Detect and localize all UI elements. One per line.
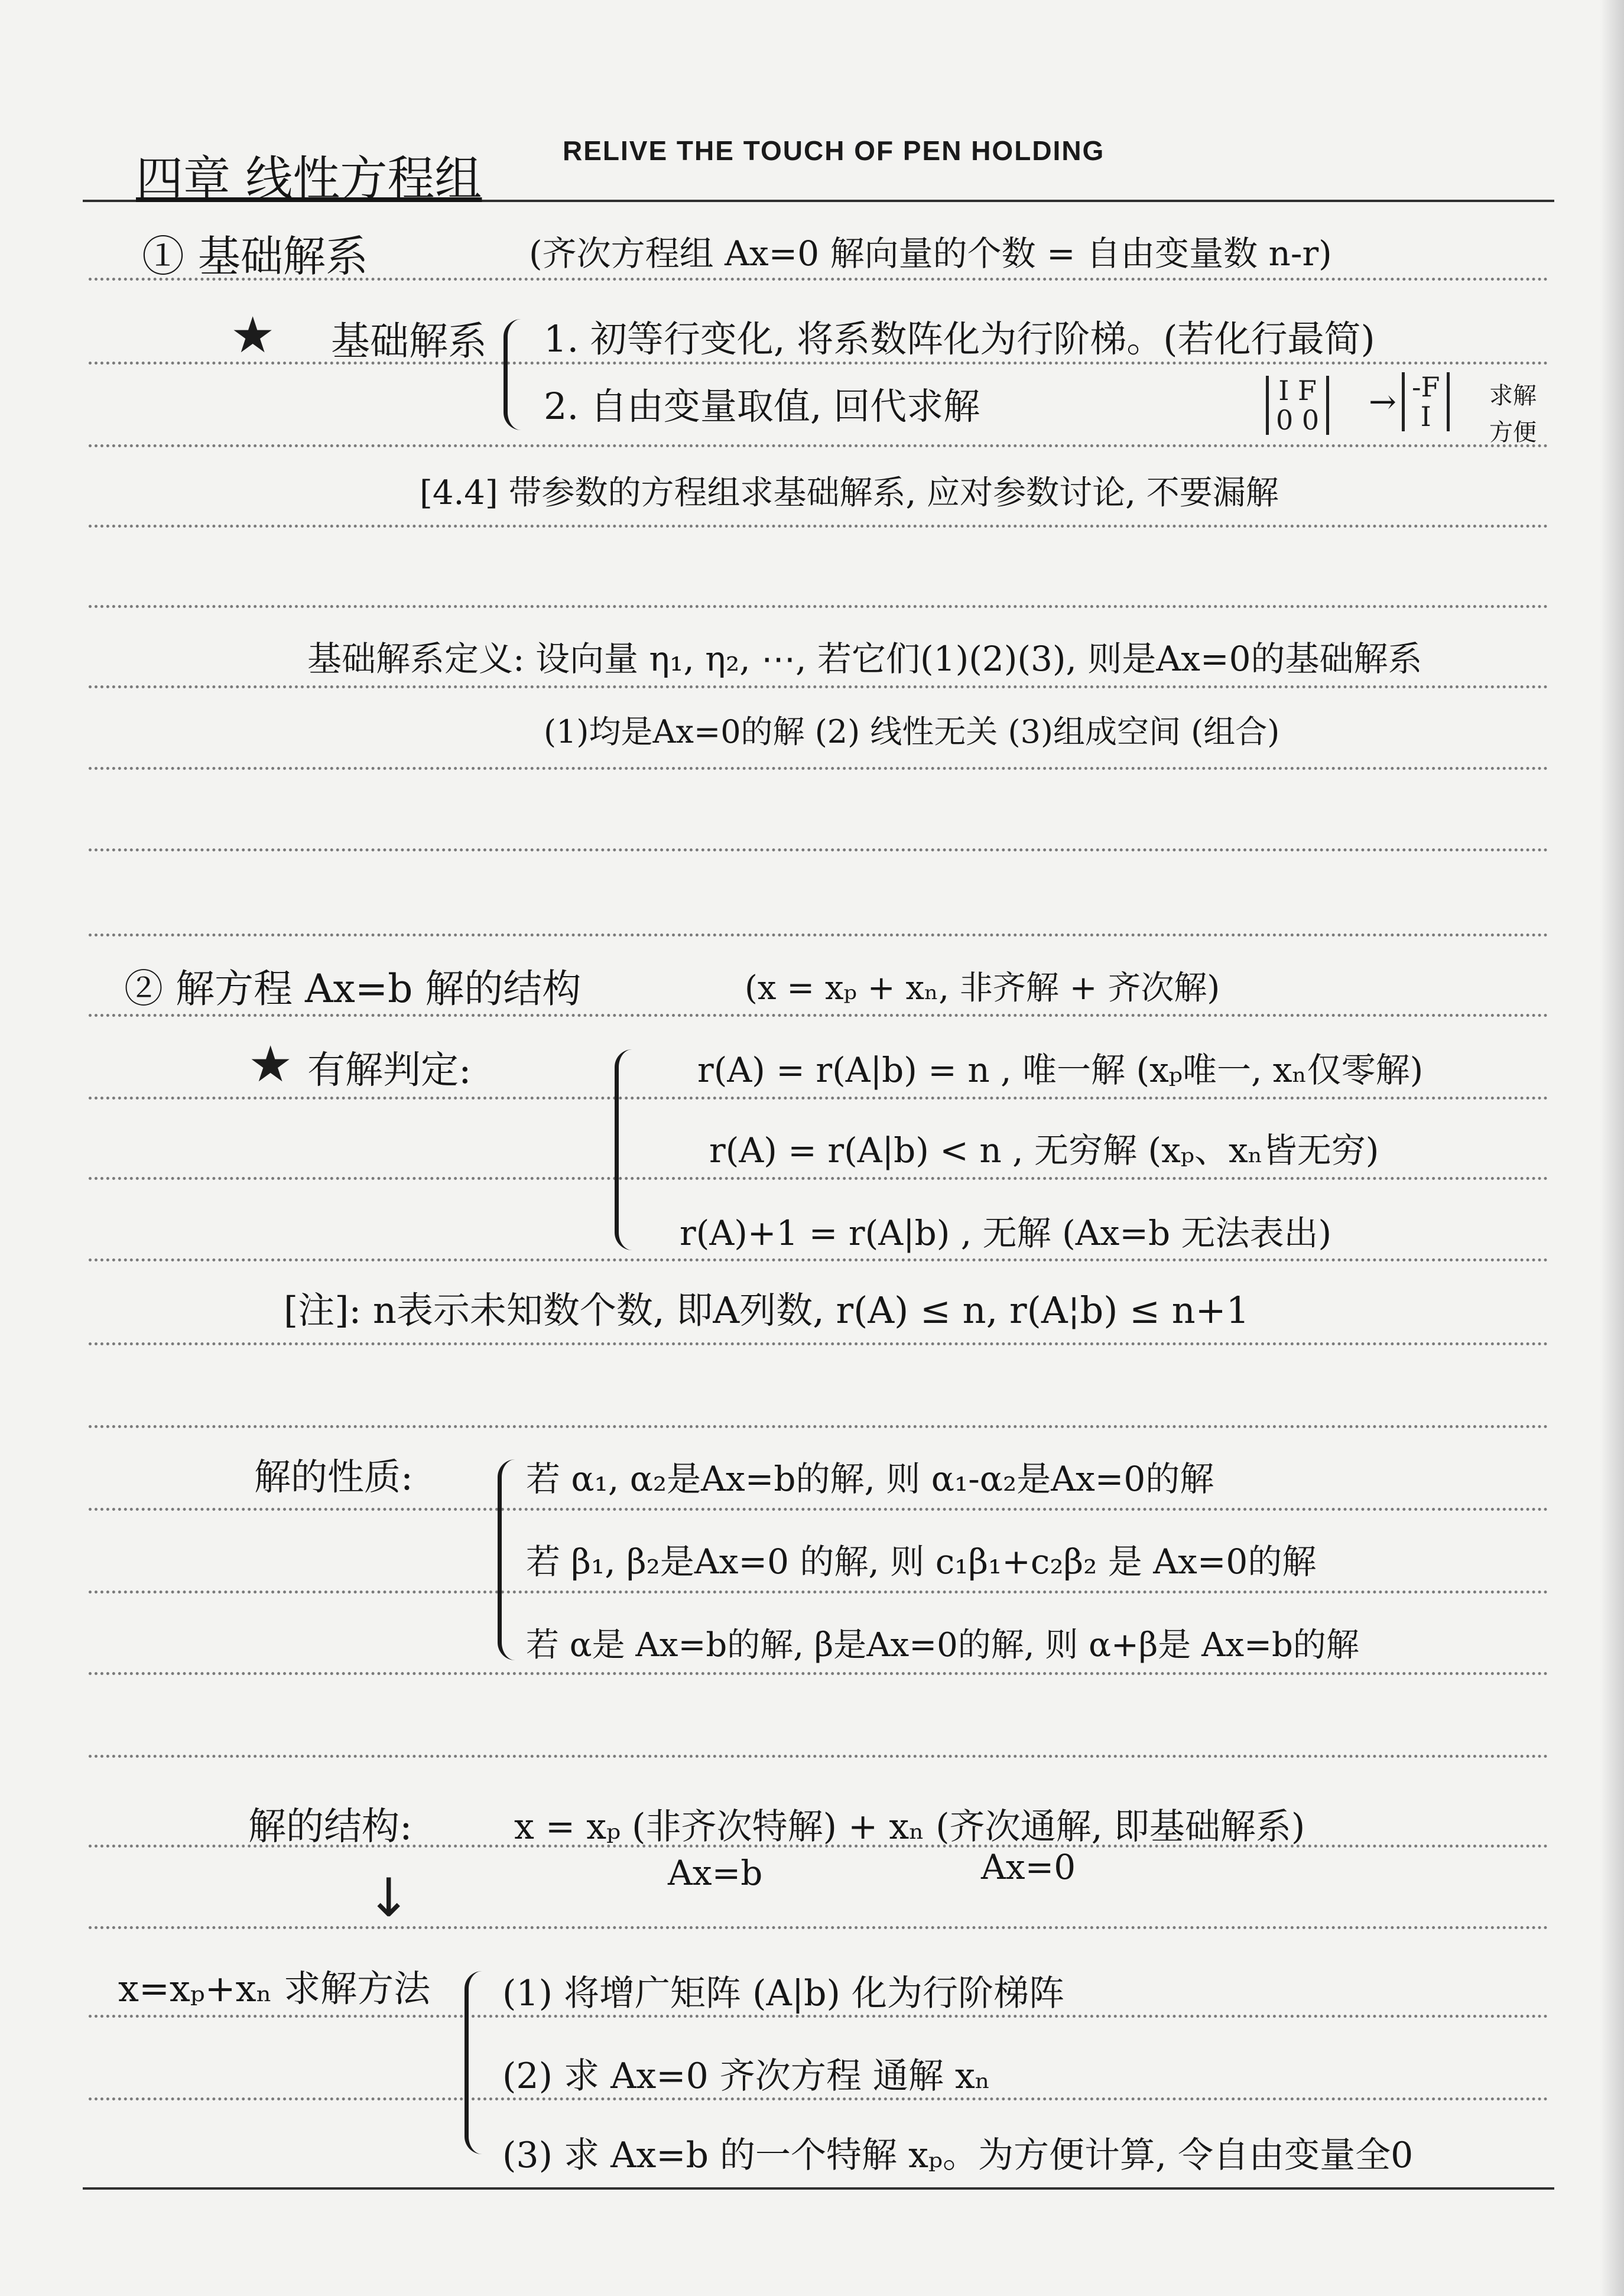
- section2-star-label: 有解判定:: [307, 1049, 472, 1092]
- section2-heading: ② 解方程 Ax=b 解的结构: [124, 966, 582, 1012]
- matrix-note: 方便: [1489, 419, 1537, 446]
- ruled-line: [89, 1342, 1548, 1345]
- ruled-line: [89, 848, 1548, 851]
- star-icon: ★: [248, 1035, 293, 1093]
- ruled-line: [89, 934, 1548, 936]
- section2-case: r(A)+1 = r(A|b) , 无解 (Ax=b 无法表出): [680, 1213, 1332, 1253]
- method-step: (3) 求 Ax=b 的一个特解 xₚ。为方便计算, 令自由变量全0: [502, 2135, 1414, 2176]
- ruled-line: [89, 685, 1548, 688]
- section1-definition-conditions: (1)均是Ax=0的解 (2) 线性无关 (3)组成空间 (组合): [544, 713, 1280, 750]
- page-edge-shadow: [1600, 0, 1624, 2296]
- ruled-line: [89, 1177, 1548, 1180]
- section1-step: 1. 初等行变化, 将系数阵化为行阶梯。(若化行最简): [544, 317, 1375, 360]
- ruled-line: [89, 1755, 1548, 1758]
- ruled-line: [89, 1258, 1548, 1261]
- section2-case: r(A) = r(A|b) < n , 无穷解 (xₚ、xₙ皆无穷): [709, 1130, 1379, 1170]
- properties-label: 解的性质:: [254, 1455, 413, 1498]
- properties-brace: [498, 1459, 519, 1660]
- ruled-line: [89, 767, 1548, 770]
- method-step: (1) 将增广矩阵 (A|b) 化为行阶梯阵: [502, 1973, 1064, 2014]
- ruled-line: [89, 525, 1548, 528]
- ruled-line: [89, 1425, 1548, 1428]
- ruled-line: [89, 1926, 1548, 1929]
- ruled-line: [89, 444, 1548, 447]
- property-item: 若 α₁, α₂是Ax=b的解, 则 α₁-α₂是Ax=0的解: [526, 1459, 1214, 1499]
- section2-brace: [615, 1049, 639, 1250]
- method-label: x=xₚ+xₙ 求解方法: [118, 1967, 431, 2010]
- section1-star-label: 基础解系: [331, 318, 487, 364]
- section1-example-note: [4.4] 带参数的方程组求基础解系, 应对参数讨论, 不要漏解: [420, 474, 1279, 512]
- star-icon: ★: [230, 306, 275, 364]
- ruled-line: [89, 1591, 1548, 1593]
- brand-slogan: RELIVE THE TOUCH OF PEN HOLDING: [563, 135, 1105, 166]
- chapter-title: 四章 线性方程组: [136, 151, 482, 206]
- structure-sub-p: Ax=b: [668, 1853, 763, 1893]
- structure-formula: x = xₚ (非齐次特解) + xₙ (齐次通解, 即基础解系): [514, 1806, 1305, 1848]
- matrix-note: 求解: [1489, 382, 1537, 409]
- ruled-line: [89, 1508, 1548, 1511]
- structure-label: 解的结构:: [248, 1805, 413, 1849]
- section1-brace: [504, 319, 525, 430]
- method-step: (2) 求 Ax=0 齐次方程 通解 xₙ: [502, 2056, 990, 2097]
- section2-note: [注]: n表示未知数个数, 即A列数, r(A) ≤ n, r(A¦b) ≤ n+1: [284, 1289, 1250, 1332]
- section1-step: 2. 自由变量取值, 回代求解: [544, 385, 980, 428]
- section1-heading: ① 基础解系: [142, 232, 368, 281]
- section1-heading-note: (齐次方程组 Ax=0 解向量的个数 = 自由变量数 n-r): [529, 233, 1332, 274]
- ruled-line: [89, 1014, 1548, 1017]
- matrix-arrow: →: [1369, 383, 1396, 421]
- ruled-line: [89, 1097, 1548, 1100]
- section2-heading-note: (x = xₚ + xₙ, 非齐解 + 齐次解): [745, 969, 1220, 1007]
- section1-definition: 基础解系定义: 设向量 η₁, η₂, ⋯, 若它们(1)(2)(3), 则是Ax=0的基础解系: [307, 639, 1422, 679]
- down-arrow-icon: ↓: [366, 1867, 411, 1929]
- structure-sub-n: Ax=0: [981, 1847, 1076, 1887]
- footer-rule: [83, 2187, 1554, 2190]
- ruled-line: [89, 605, 1548, 608]
- ruled-line: [89, 1672, 1548, 1675]
- matrix-left: I F 0 0: [1266, 376, 1329, 435]
- section2-case: r(A) = r(A|b) = n , 唯一解 (xₚ唯一, xₙ仅零解): [697, 1050, 1424, 1090]
- method-brace: [465, 1971, 486, 2154]
- property-item: 若 α是 Ax=b的解, β是Ax=0的解, 则 α+β是 Ax=b的解: [526, 1626, 1359, 1664]
- matrix-right: -F I: [1402, 372, 1450, 431]
- property-item: 若 β₁, β₂是Ax=0 的解, 则 c₁β₁+c₂β₂ 是 Ax=0的解: [526, 1541, 1317, 1582]
